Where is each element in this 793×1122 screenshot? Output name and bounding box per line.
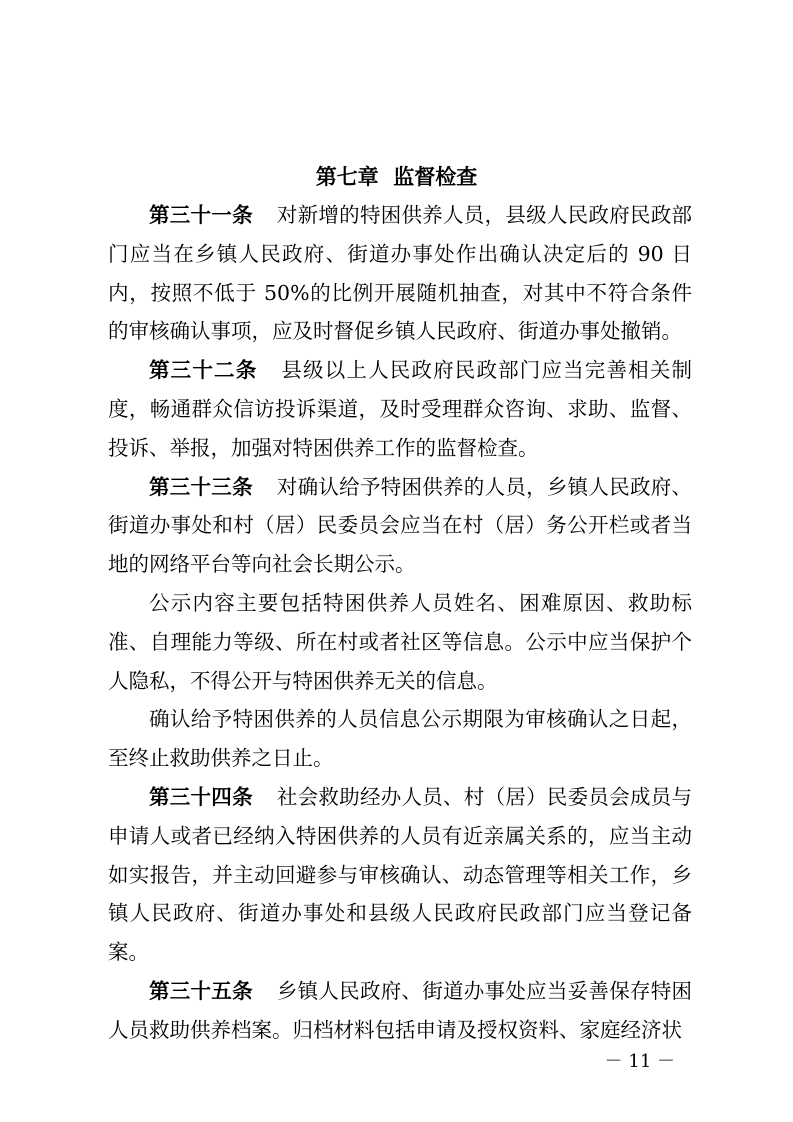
paragraph-text: 公示内容主要包括特困供养人员姓名、困难原因、救助标准、自理能力等级、所在村或者社区等信息。公示中应当保护个人隐私，不得公开与特困供养无关的信息。 bbox=[108, 590, 692, 693]
page-number: － 11 － bbox=[604, 1051, 675, 1072]
article-number: 第三十三条 bbox=[149, 474, 253, 499]
paragraph-text: 对新增的特困供养人员，县级人民政府民政部门应当在乡镇人民政府、街道办事处作出确认决定后的 90 日内，按照不低于 50%的比例开展随机抽查，对其中不符合条件的审核确认事项，应及时督促乡镇人民政府、街道办事处撤销。 bbox=[108, 203, 693, 344]
paragraph-publicity-content bbox=[108, 584, 692, 700]
paragraph-text: 县级以上人民政府民政部门应当完善相关制度，畅通群众信访投诉渠道，及时受理群众咨询、求助、监督、投诉、举报，加强对特困供养工作的监督检查。 bbox=[108, 358, 693, 460]
paragraph-article-34 bbox=[108, 778, 692, 972]
paragraph-article-35 bbox=[108, 972, 692, 1050]
paragraph-text: 乡镇人民政府、街道办事处应当妥善保存特困人员救助供养档案。归档材料包括申请及授权资料、家庭经济状 bbox=[108, 978, 693, 1042]
paragraph-text: 对确认给予特困供养的人员，乡镇人民政府、街道办事处和村（居）民委员会应当在村（居）务公开栏或者当地的网络平台等向社会长期公示。 bbox=[108, 474, 693, 577]
article-number: 第三十二条 bbox=[149, 358, 258, 383]
article-number: 第三十一条 bbox=[149, 203, 253, 227]
article-number: 第三十五条 bbox=[149, 978, 253, 1003]
body-text bbox=[108, 196, 692, 1050]
paragraph-article-31 bbox=[108, 196, 692, 351]
paragraph-publicity-period bbox=[108, 700, 692, 778]
paragraph-text: 社会救助经办人员、村（居）民委员会成员与申请人或者已经纳入特困供养的人员有近亲属关系的，应当主动如实报告，并主动回避参与审核确认、动态管理等相关工作，乡镇人民政府、街道办事处和县级人民政府民政部门应当登记备案。 bbox=[108, 784, 693, 965]
chapter-title: 第七章 监督检查 bbox=[315, 165, 478, 189]
paragraph-text: 确认给予特困供养的人员信息公示期限为审核确认之日起，至终止救助供养之日止。 bbox=[108, 707, 692, 771]
paragraph-article-33 bbox=[108, 468, 692, 584]
article-number: 第三十四条 bbox=[149, 784, 253, 809]
paragraph-article-32 bbox=[108, 351, 692, 467]
